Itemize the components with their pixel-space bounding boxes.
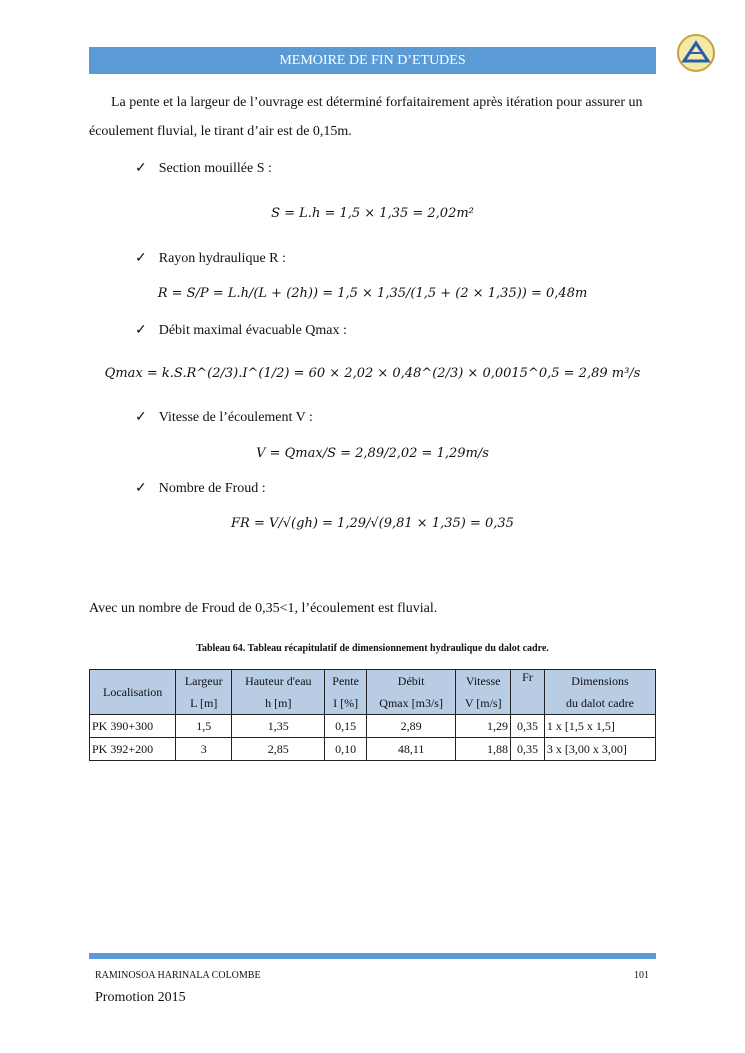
header-localisation: Localisation: [90, 670, 176, 715]
formula-section: S = L.h = 1,5 × 1,35 = 2,02m²: [271, 206, 474, 221]
table-cell: 48,11: [366, 738, 456, 761]
school-logo-icon: [676, 33, 716, 73]
table-cell: PK 390+300: [90, 715, 176, 738]
item-debit: ✓ Débit maximal évacuable Qmax :: [135, 323, 347, 338]
table-caption: Tableau 64. Tableau récapitulatif de dimensionnement hydraulique du dalot cadre.: [196, 643, 549, 654]
header-unit: du dalot cadre: [544, 692, 655, 715]
formula-vitesse: V = Qmax/S = 2,89/2,02 = 1,29m/s: [256, 446, 489, 461]
table-cell: 0,35: [510, 715, 544, 738]
item-rayon: ✓ Rayon hydraulique R :: [135, 251, 286, 266]
item-froude: ✓ Nombre de Froud :: [135, 481, 266, 496]
header-dimensions: Dimensions: [544, 670, 655, 693]
table-cell: 3: [176, 738, 232, 761]
footer-promotion: Promotion 2015: [95, 990, 186, 1005]
intro-paragraph: La pente et la largeur de l’ouvrage est déterminé forfaitairement après itération pour assurer un écoulement fluvial, le tirant d’air est de 0,15m.: [89, 95, 643, 139]
footer-divider: [89, 953, 656, 959]
header-debit: Débit: [366, 670, 456, 693]
table-cell: 0,35: [510, 738, 544, 761]
table-cell: 2,85: [232, 738, 325, 761]
table-cell: PK 392+200: [90, 738, 176, 761]
page-header: MEMOIRE DE FIN D’ETUDES: [89, 47, 656, 74]
header-hauteur: Hauteur d'eau: [232, 670, 325, 693]
header-unit: Qmax [m3/s]: [366, 692, 456, 715]
table-cell: 1,29: [456, 715, 511, 738]
header-unit: V [m/s]: [456, 692, 511, 715]
table-cell: 3 x [3,00 x 3,00]: [544, 738, 655, 761]
table-cell: 1,88: [456, 738, 511, 761]
conclusion-paragraph: Avec un nombre de Froud de 0,35<1, l’écoulement est fluvial.: [89, 601, 438, 616]
table-row: [90, 715, 656, 738]
formula-froude: FR = V/√(gh) = 1,29/√(9,81 × 1,35) = 0,35: [231, 516, 514, 531]
header-largeur: Largeur: [176, 670, 232, 693]
table-cell: 0,15: [325, 715, 366, 738]
header-fr: Fr: [510, 670, 544, 715]
footer-author: RAMINOSOA HARINALA COLOMBE: [95, 970, 261, 981]
header-unit: I [%]: [325, 692, 366, 715]
header-pente: Pente: [325, 670, 366, 693]
table-cell: 0,10: [325, 738, 366, 761]
header-unit: L [m]: [176, 692, 232, 715]
item-section: ✓ Section mouillée S :: [135, 161, 272, 176]
table-cell: 2,89: [366, 715, 456, 738]
hydraulic-summary-table: [89, 669, 656, 761]
header-vitesse: Vitesse: [456, 670, 511, 693]
table-row: [90, 738, 656, 761]
header-unit: h [m]: [232, 692, 325, 715]
table-cell: 1,5: [176, 715, 232, 738]
formula-rayon: R = S/P = L.h/(L + (2h)) = 1,5 × 1,35/(1,5 + (2 × 1,35)) = 0,48m: [157, 286, 588, 301]
item-vitesse: ✓ Vitesse de l’écoulement V :: [135, 410, 313, 425]
table-cell: 1 x [1,5 x 1,5]: [544, 715, 655, 738]
page-number: 101: [634, 970, 649, 981]
formula-debit: Qmax = k.S.R^(2/3).I^(1/2) = 60 × 2,02 × 0,48^(2/3) × 0,0015^0,5 = 2,89 m³/s: [104, 366, 641, 381]
table-cell: 1,35: [232, 715, 325, 738]
